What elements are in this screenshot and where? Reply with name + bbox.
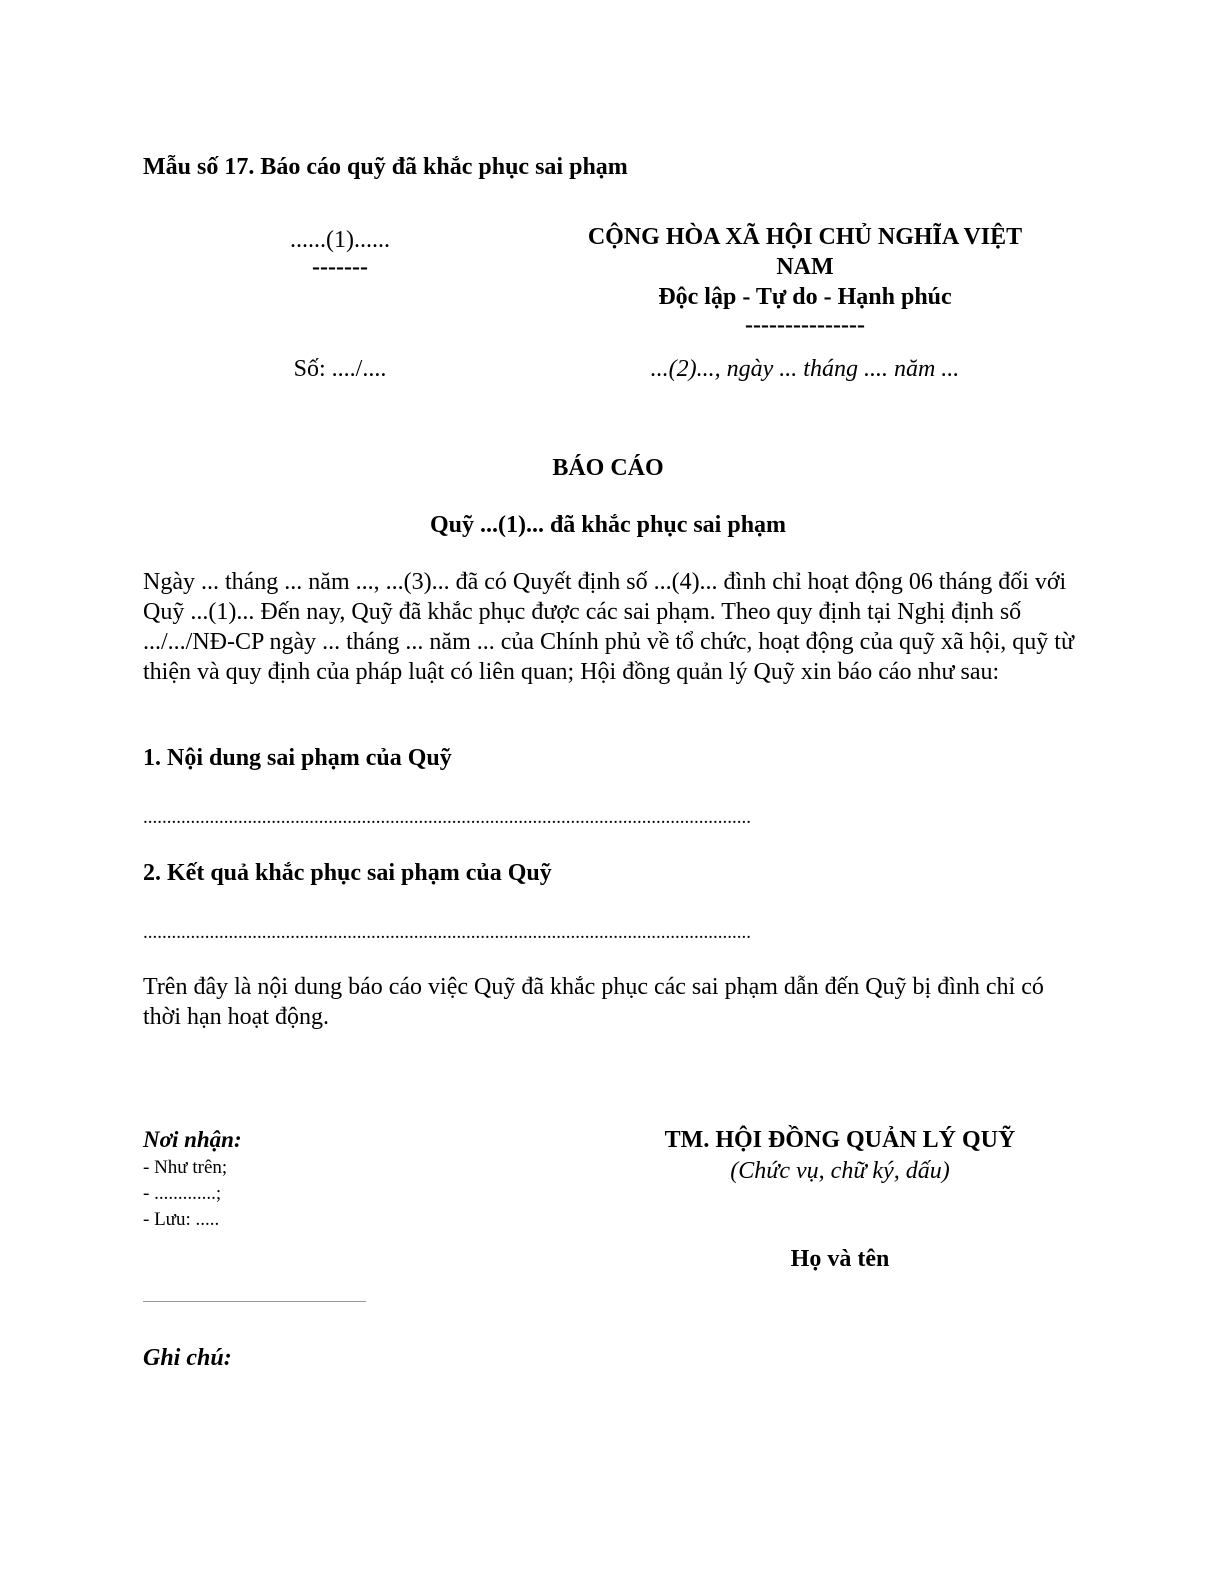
footnote-divider: [143, 1301, 366, 1302]
signature-org: TM. HỘI ĐỒNG QUẢN LÝ QUỸ: [664, 1127, 1016, 1153]
recipients-block: [143, 1125, 443, 1233]
notes-label: Ghi chú:: [143, 1345, 232, 1371]
national-name-line2: NAM: [776, 254, 834, 280]
recipient-item: - Như trên;: [143, 1157, 228, 1178]
report-subtitle: Quỹ ...(1)... đã khắc phục sai phạm: [429, 512, 787, 538]
conclusion-paragraph: Trên đây là nội dung báo cáo việc Quỹ đã khắc phục các sai phạm dẫn đến Quỹ bị đình chỉ có thời hạn hoạt động.: [143, 974, 1044, 1030]
section-1-heading: 1. Nội dung sai phạm của Quỹ: [143, 745, 452, 771]
signature-hint: (Chức vụ, chữ ký, dấu): [730, 1158, 950, 1184]
issuing-org-block: [240, 225, 440, 279]
national-header-block: [555, 222, 1055, 338]
issuing-org-separator: -------: [312, 254, 368, 280]
section-2-placeholder: ................................................................................................................................: [143, 922, 751, 943]
place-and-date: ...(2)..., ngày ... tháng .... năm ...: [650, 356, 960, 382]
national-motto: Độc lập - Tự do - Hạnh phúc: [658, 284, 952, 310]
national-motto-separator: ---------------: [745, 312, 865, 338]
section-1-placeholder: ................................................................................................................................: [143, 807, 751, 828]
report-title: BÁO CÁO: [552, 455, 664, 481]
issuing-org-name: ......(1)......: [290, 227, 390, 253]
recipients-title: Nơi nhận:: [143, 1127, 242, 1152]
signature-block: [630, 1124, 1050, 1186]
recipient-item: - .............;: [143, 1183, 222, 1204]
intro-paragraph: Ngày ... tháng ... năm ..., ...(3)... đã có Quyết định số ...(4)... đình chỉ hoạt động 06 tháng đối với Quỹ ...(1)... Đến nay, Quỹ đã khắc phục được các sai phạm. Theo quy định tại Nghị định số .../.../NĐ-CP ngày ... tháng ... năm ... của Chính phủ về tổ chức, hoạt động của quỹ xã hội, quỹ từ thiện và quy định của pháp luật có liên quan; Hội đồng quản lý Quỹ xin báo cáo như sau:: [143, 569, 1074, 685]
section-2-heading: 2. Kết quả khắc phục sai phạm của Quỹ: [143, 860, 552, 886]
signer-name: Họ và tên: [790, 1246, 890, 1272]
national-name-line1: CỘNG HÒA XÃ HỘI CHỦ NGHĨA VIỆT: [587, 224, 1023, 250]
form-label: Mẫu số 17. Báo cáo quỹ đã khắc phục sai phạm: [143, 154, 628, 180]
recipient-item: - Lưu: .....: [143, 1209, 220, 1230]
document-number: Số: ..../....: [293, 356, 387, 382]
